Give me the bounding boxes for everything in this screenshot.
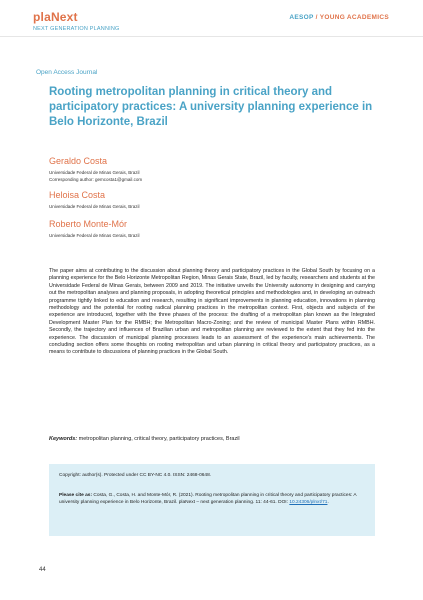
journal-separator: / (315, 14, 318, 21)
author-name: Geraldo Costa (49, 156, 108, 166)
journal-affiliation (289, 14, 389, 21)
author-name: Heloisa Costa (49, 190, 106, 200)
logo-text: plaNext (33, 10, 78, 24)
author-affiliation: Universidade Federal de Minas Gerais, Brazil (49, 204, 140, 209)
journal-org: AESOP (289, 14, 314, 21)
paper-title: Rooting metropolitan planning in critical theory and participatory practices: A university planning experience in Belo Horizonte, Brazil (49, 86, 373, 128)
citation-box (49, 464, 375, 536)
page-number: 44 (39, 567, 46, 573)
citation-text: Costa, G., Costa, H. and Monte-Mór, R. (2021). Rooting metropolitan planning in critical theory and participatory practices: A university planning experience in Belo Horizonte, Brazil. plaNext – next generation planning. 11: 44-61. DOI: (59, 493, 357, 505)
journal-logo (33, 10, 120, 32)
keywords-label: Keywords: (49, 436, 78, 442)
journal-group: YOUNG ACADEMICS (319, 14, 389, 21)
author-name: Roberto Monte-Mór (49, 219, 128, 229)
citation-end: . (327, 500, 329, 505)
section-label: Open Access Journal (36, 69, 98, 76)
doi-link[interactable]: 10.24306/plnxt/71 (289, 500, 328, 505)
author-affiliation: Universidade Federal de Minas Gerais, Brazil (49, 233, 140, 238)
keywords-text: metropolitan planning, critical theory, participatory practices, Brazil (78, 436, 240, 442)
citation (59, 492, 365, 506)
citation-label: Please cite as: (59, 493, 93, 498)
keywords (49, 436, 375, 442)
header-divider (0, 36, 423, 37)
copyright-notice: Copyright: author(s). Protected under CC BY-NC 4.0. ISSN: 2468-0648. (59, 473, 212, 478)
author-affiliation: Universidade Federal de Minas Gerais, Brazil (49, 170, 140, 175)
journal-header (0, 0, 423, 36)
author-contact: Corresponding author: gemcosta1@gmail.com (49, 177, 143, 182)
logo-subtitle: NEXT GENERATION PLANNING (33, 26, 120, 32)
abstract-text: The paper aims at contributing to the discussion about planning theory and participatory practices in the Global South by focusing on a planning experience for the Belo Horizonte Metropolitan Region, Minas Gerais State, Brazil, led by faculty, researchers and students at the Universidade Federal de Minas Gerais, between 2009 and 2019. The initiative unveils the University autonomy in designing and carrying out the metropolitan analyses and planning proposals, in adopting theoretical principles and methodologies and, in developing an outreach programme tightly linked to education and research, resulting in significant improvements in planning education, innovations in planning methodology and the potential for rooting radical planning practices in the metropolitan context. First, objects and subjects of the experience are introduced, together with the three phases of the process: the drafting of a metropolitan plan known as the Integrated Development Master Plan for the RMBH; the Metropolitan Macro-Zoning; and the review of municipal Master Plans within RMBH. Secondly, the trajectory and influences of Brazilian urban and metropolitan planning are reviewed to the extent that they fed into the experience. The discussion of municipal planning processes leads to an assessment of the experience's main achievements. The concluding section offers some thoughts on rooting metropolitan and urban planning in critical theory and participatory practices, as a means to contribute to discussions of planning practices in the Global South. (49, 268, 375, 356)
